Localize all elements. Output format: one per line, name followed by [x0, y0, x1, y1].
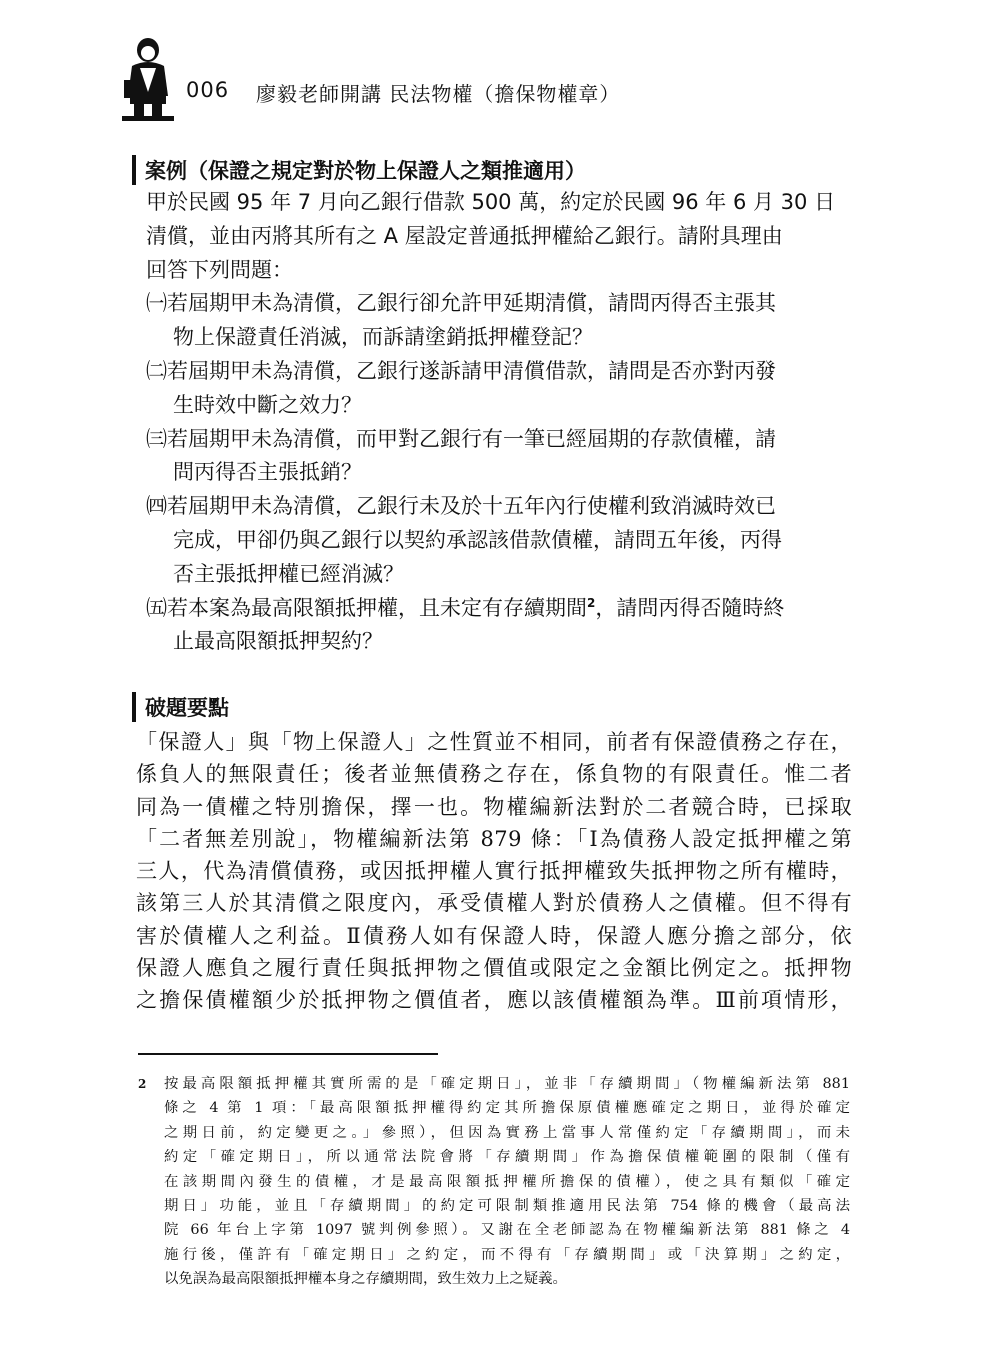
points-section-heading [132, 692, 229, 722]
case-body [146, 186, 846, 659]
body-line: 同為一債權之特別擔保，擇一也。物權編新法對於二者競合時，已採取 [136, 794, 852, 819]
case-section-heading [132, 155, 586, 185]
points-body [136, 726, 852, 1017]
question-line: ㈡若屆期甲未為清償，乙銀行遂訴請甲清償借款，請問是否亦對丙發 [146, 358, 776, 383]
body-line: 三人，代為清償債務，或因抵押權人實行抵押權致失抵押物之所有權時， [136, 859, 852, 884]
page-header [118, 36, 878, 126]
heading-bar [132, 692, 136, 722]
question-line: 問丙得否主張抵銷？ [173, 460, 362, 485]
question-line: 否主張抵押權已經消滅？ [173, 561, 404, 586]
question-line: ㈢若屆期甲未為清償，而甲對乙銀行有一筆已經屆期的存款債權，請 [146, 426, 776, 451]
question-line: 生時效中斷之效力？ [173, 392, 362, 417]
heading-bar [132, 155, 136, 185]
footnote-line: 約定「確定期日」，所以通常法院會將「存續期間」作為擔保債權範圍的限制（僅有 [164, 1149, 850, 1166]
body-line: 「保證人」與「物上保證人」之性質並不相同，前者有保證債務之存在， [136, 730, 852, 754]
footnote-line: 之期日前，約定變更之。」參照），但因為實務上當事人常僅約定「存續期間」，而未 [164, 1124, 850, 1141]
running-title: 廖毅老師開講 民法物權（擔保物權章） [256, 82, 621, 106]
footnote-line: 以免誤為最高限額抵押權本身之存續期間，致生效力上之疑義。 [164, 1271, 567, 1288]
points-heading-text: 破題要點 [145, 695, 229, 720]
footnote-line: 條之 4 第 1 項：「最高限額抵押權得約定其所擔保原債權應確定之期日，並得於確定 [164, 1100, 850, 1117]
question-5-text: ㈤若本案為最高限額抵押權，且未定有存續期間 [146, 595, 587, 620]
footnote-line: 按最高限額抵押權其實所需的是「確定期日」，並非「存續期間」（物權編新法第 881 [164, 1076, 850, 1092]
question-line: ㈣若屆期甲未為清償，乙銀行未及於十五年內行使權利致消滅時效已 [146, 494, 776, 519]
page-number: 006 [186, 78, 230, 102]
teacher-figure-illustration [118, 36, 176, 122]
footnote-divider [138, 1053, 438, 1055]
question-line: 物上保證責任消滅，而訴請塗銷抵押權登記？ [173, 325, 593, 350]
footnote-text [164, 1072, 850, 1292]
question-line [146, 592, 846, 626]
footnote-line: 期日」功能，並且「存續期間」的約定可限制類推適用民法第 754 條的機會（最高法 [164, 1197, 850, 1214]
body-line: 保證人應負之履行責任與抵押物之價值或限定之金額比例定之。抵押物 [136, 956, 852, 981]
footnote-line: 在該期間內發生的債權，才是最高限額抵押權所擔保的債權），使之具有類似「確定 [164, 1173, 850, 1190]
case-intro-line: 甲於民國 95 年 7 月向乙銀行借款 500 萬，約定於民國 96 年 6 月 30 日 [146, 190, 836, 214]
body-line: 害於債權人之利益。Ⅱ債務人如有保證人時，保證人應分擔之部分，依 [136, 923, 852, 948]
question-5-text-cont: ，請問丙得否隨時終 [595, 595, 785, 620]
question-line: 止最高限額抵押契約？ [173, 629, 383, 654]
question-line: 完成，甲卻仍與乙銀行以契約承認該借款債權，請問五年後，丙得 [173, 527, 782, 552]
case-intro-line: 回答下列問題： [146, 257, 293, 282]
body-line: 之擔保債權額少於抵押物之價值者，應以該債權額為準。Ⅲ前項情形， [136, 988, 852, 1013]
question-line: ㈠若屆期甲未為清償，乙銀行卻允許甲延期清償，請問丙得否主張其 [146, 291, 776, 316]
body-line: 該第三人於其清償之限度內，承受債權人對於債務人之債權。但不得有 [136, 891, 852, 916]
body-line: 係負人的無限責任；後者並無債務之存在，係負物的有限責任。惟二者 [136, 762, 852, 787]
footnote-line: 院 66 年台上字第 1097 號判例參照）。又謝在全老師認為在物權編新法第 881 條之 4 [164, 1222, 850, 1239]
footnote-number: 2 [138, 1077, 147, 1091]
footnote-reference[interactable]: 2 [587, 595, 596, 610]
body-line: 「二者無差別說」，物權編新法第 879 條：「Ⅰ為債務人設定抵押權之第 [136, 826, 852, 851]
case-intro-line: 清償，並由丙將其所有之 A 屋設定普通抵押權給乙銀行。請附具理由 [146, 223, 783, 248]
case-heading-text: 案例（保證之規定對於物上保證人之類推適用） [145, 158, 586, 183]
footnote-line: 施行後，僅許有「確定期日」之約定，而不得有「存續期間」或「決算期」之約定， [164, 1246, 850, 1263]
